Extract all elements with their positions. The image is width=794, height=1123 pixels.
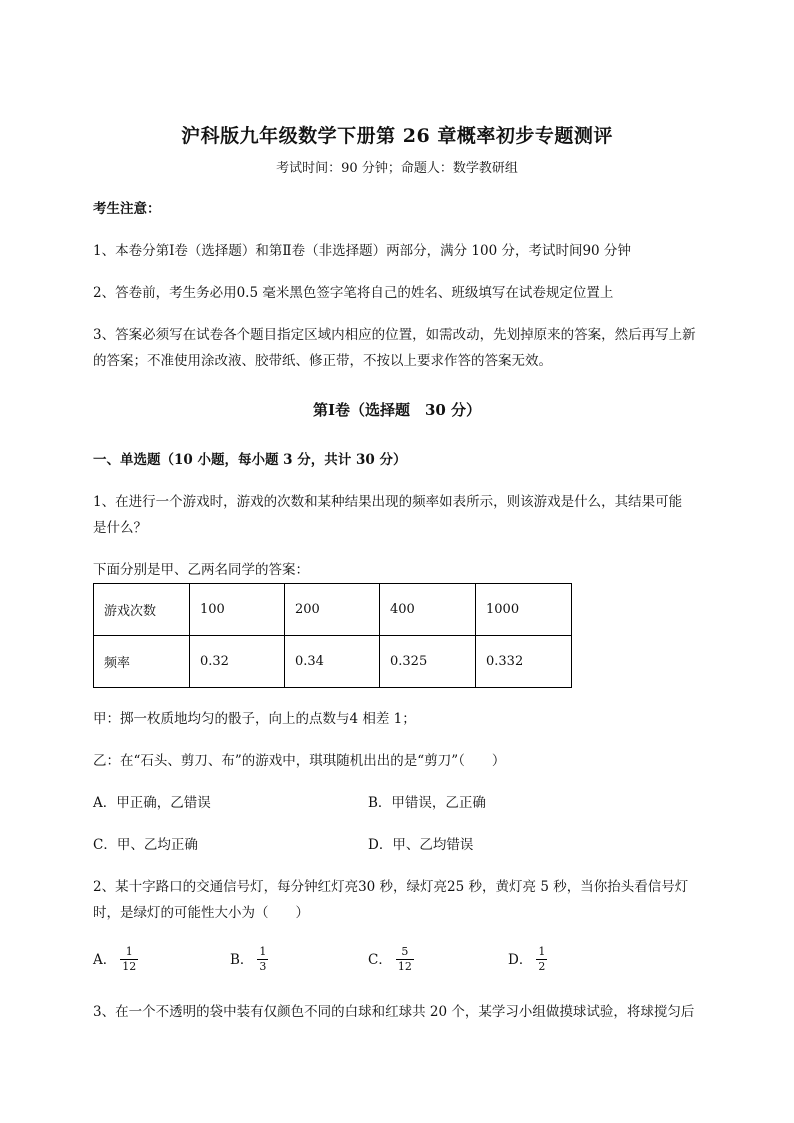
table-cell: 0.32 [190,636,285,688]
option-label: A． [93,952,117,968]
part-title: 一、单选题（10 小题，每小题 3 分，共计 30 分） [93,452,407,468]
denominator: 12 [122,960,137,973]
question-1-stem-cont: 是什么？ [93,520,147,536]
denominator: 3 [259,960,267,973]
denominator: 2 [538,960,546,973]
option-d [508,945,547,974]
question-2-stem: 2、某十字路口的交通信号灯，每分钟红灯亮30 秒，绿灯亮25 秒，黄灯亮 5 秒，当你抬头看信号灯 [93,879,689,895]
section-title: 第Ⅰ卷（选择题 30 分） [312,401,482,419]
page-title: 沪科版九年级数学下册第 26 章概率初步专题测评 [181,125,613,147]
option-c [368,945,414,974]
table-cell: 200 [285,584,380,636]
option-a: A．甲正确，乙错误 [93,795,211,811]
numerator: 1 [120,945,138,960]
notice-item: 2、答卷前，考生务必用0.5 毫米黑色签字笔将自己的姓名、班级填写在试卷规定位置上 [93,285,614,301]
notice-item: 的答案；不准使用涂改液、胶带纸、修正带，不按以上要求作答的答案无效。 [93,353,552,369]
option-label: C． [368,952,392,968]
table-cell: 0.332 [476,636,572,688]
option-d: D．甲、乙均错误 [368,837,474,853]
question-1-intro: 下面分别是甲、乙两名同学的答案： [93,562,309,578]
option-b [230,945,268,974]
denominator: 12 [397,960,412,973]
option-a [93,945,138,974]
numerator: 1 [538,945,546,958]
answer-yi: 乙：在“石头、剪刀、布”的游戏中，琪琪随机出出的是“剪刀”（ ） [93,753,506,769]
answer-jia: 甲：掷一枚质地均匀的骰子，向上的点数与4 相差 1； [93,711,416,727]
fraction [396,945,414,974]
table-cell: 400 [380,584,476,636]
table-cell: 0.34 [285,636,380,688]
table-cell: 频率 [94,636,190,688]
numerator: 5 [396,945,414,960]
option-c: C．甲、乙均正确 [93,837,198,853]
table-row [94,636,572,688]
question-3-stem: 3、在一个不透明的袋中装有仅颜色不同的白球和红球共 20 个，某学习小组做摸球试验，将球搅匀后 [93,1004,695,1020]
fraction [120,945,138,974]
table-cell: 1000 [476,584,572,636]
table-cell: 0.325 [380,636,476,688]
frequency-table [93,583,572,688]
option-label: D． [508,952,533,968]
exam-info: 考试时间：90 分钟；命题人：数学教研组 [276,161,518,176]
notice-item: 3、答案必须写在试卷各个题目指定区域内相应的位置，如需改动，先划掉原来的答案，然后再写上新 [93,327,696,343]
numerator: 1 [259,945,267,958]
table-row [94,584,572,636]
table-cell: 游戏次数 [94,584,190,636]
option-b: B．甲错误，乙正确 [368,795,486,811]
table-cell: 100 [190,584,285,636]
question-2-stem-cont: 时，是绿灯的可能性大小为（ ） [93,905,309,921]
fraction [257,945,268,974]
notice-item: 1、本卷分第Ⅰ卷（选择题）和第Ⅱ卷（非选择题）两部分，满分 100 分，考试时间90 分钟 [93,243,631,259]
option-label: B． [230,952,254,968]
notice-heading: 考生注意： [93,201,161,217]
fraction [536,945,547,974]
question-1-stem: 1、在进行一个游戏时，游戏的次数和某种结果出现的频率如表所示，则该游戏是什么，其结果可能 [93,494,683,510]
